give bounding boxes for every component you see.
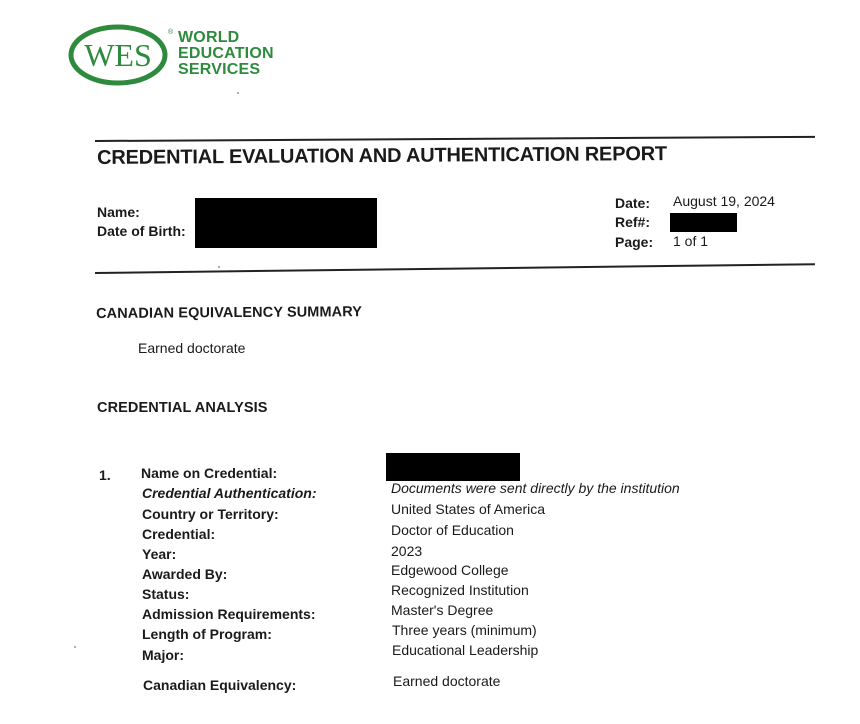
logo-line-2: EDUCATION bbox=[178, 45, 274, 62]
summary-heading: CANADIAN EQUIVALENCY SUMMARY bbox=[96, 304, 363, 322]
major-value: Educational Leadership bbox=[392, 642, 539, 658]
page-label: Page: bbox=[615, 234, 654, 250]
report-title: CREDENTIAL EVALUATION AND AUTHENTICATION REPORT bbox=[97, 143, 667, 169]
country-label: Country or Territory: bbox=[142, 506, 279, 522]
major-label: Major: bbox=[142, 647, 184, 663]
header-bottom-rule bbox=[95, 263, 815, 274]
analysis-heading: CREDENTIAL ANALYSIS bbox=[97, 400, 268, 416]
redacted-name-dob bbox=[195, 198, 377, 248]
credential-authentication-value: Documents were sent directly by the institution bbox=[391, 480, 680, 496]
year-value: 2023 bbox=[391, 543, 423, 559]
canadian-equivalency-value: Earned doctorate bbox=[393, 673, 501, 689]
admission-requirements-value: Master's Degree bbox=[391, 602, 494, 618]
scan-speck bbox=[237, 92, 239, 94]
date-value: August 19, 2024 bbox=[673, 193, 775, 209]
length-of-program-value: Three years (minimum) bbox=[392, 622, 537, 638]
status-value: Recognized Institution bbox=[391, 582, 529, 598]
canadian-equivalency-label: Canadian Equivalency: bbox=[143, 677, 297, 693]
scan-speck bbox=[218, 266, 220, 268]
page-value: 1 of 1 bbox=[673, 233, 709, 249]
name-on-credential-label: Name on Credential: bbox=[141, 465, 278, 481]
logo-line-3: SERVICES bbox=[178, 61, 261, 78]
top-rule bbox=[95, 136, 815, 142]
awarded-by-value: Edgewood College bbox=[391, 562, 509, 578]
date-label: Date: bbox=[615, 195, 651, 211]
scan-speck bbox=[74, 646, 76, 648]
admission-requirements-label: Admission Requirements: bbox=[142, 606, 316, 622]
logo-mark: WES bbox=[84, 37, 152, 73]
ref-label: Ref#: bbox=[615, 214, 651, 230]
awarded-by-label: Awarded By: bbox=[142, 566, 228, 582]
country-value: United States of America bbox=[391, 501, 546, 517]
logo-line-1: WORLD bbox=[178, 29, 240, 46]
redacted-name-on-credential bbox=[386, 453, 520, 481]
dob-label: Date of Birth: bbox=[97, 223, 186, 239]
credential-value: Doctor of Education bbox=[391, 522, 514, 538]
year-label: Year: bbox=[142, 546, 177, 562]
name-label: Name: bbox=[97, 204, 140, 220]
wes-logo bbox=[68, 24, 172, 86]
length-of-program-label: Length of Program: bbox=[142, 626, 272, 642]
status-label: Status: bbox=[142, 586, 190, 602]
credential-label: Credential: bbox=[142, 526, 216, 542]
logo-wordmark bbox=[178, 30, 274, 78]
summary-text: Earned doctorate bbox=[138, 340, 246, 356]
item-number: 1. bbox=[99, 467, 111, 483]
redacted-ref bbox=[670, 213, 737, 232]
credential-authentication-label: Credential Authentication: bbox=[142, 485, 317, 501]
svg-text:®: ® bbox=[168, 29, 174, 36]
